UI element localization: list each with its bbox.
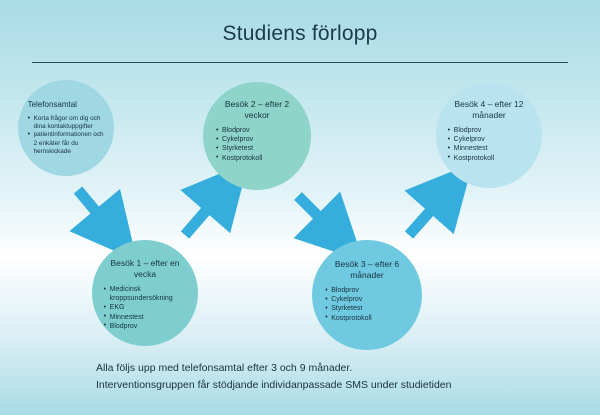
node-besok-4[interactable] — [436, 82, 542, 188]
list-item: • EKG — [104, 303, 187, 312]
node-besok-4-list — [448, 126, 531, 163]
title-divider — [32, 62, 568, 63]
list-item: • Blodprov — [448, 126, 531, 135]
list-item: • Blodprov — [104, 322, 187, 331]
list-item: • Kostprotokoll — [216, 154, 298, 163]
node-telefonsamtal-list — [28, 115, 105, 156]
list-item: • Kostprotokoll — [325, 314, 409, 323]
list-item: • Minnestest — [104, 313, 187, 322]
list-item: • Minnestest — [448, 144, 531, 153]
page-title: Studiens förlopp — [222, 22, 378, 45]
node-besok-1[interactable] — [92, 240, 198, 346]
list-item: • Cykelprov — [448, 135, 531, 144]
list-item: • patientinformationen och 2 enkäter får du hemskickade — [28, 131, 105, 156]
footer-line-2: Interventionsgruppen får stödjande individanpassade SMS under studietiden — [96, 379, 452, 391]
list-item: • Cykelprov — [216, 135, 298, 144]
list-item: • Styrketest — [325, 304, 409, 313]
node-besok-3[interactable] — [312, 240, 422, 350]
arrow-4-to-5 — [409, 191, 448, 235]
list-item: • Cykelprov — [325, 295, 409, 304]
node-besok-1-heading: Besök 1 – efter en vecka — [110, 258, 180, 279]
node-besok-2[interactable] — [203, 82, 311, 190]
node-besok-3-list — [325, 286, 409, 323]
list-item: • Styrketest — [216, 144, 298, 153]
footer-note — [96, 360, 516, 394]
node-telefonsamtal-heading: Telefonsamtal — [27, 100, 77, 109]
footer-line-1: Alla följs upp med telefonsamtal efter 3 och 9 månader. — [96, 362, 353, 374]
node-besok-3-heading: Besök 3 – efter 6 månader — [334, 259, 400, 280]
list-item: • Medicinsk kroppsundersökning — [104, 285, 187, 303]
list-item: • Blodprov — [216, 126, 298, 135]
list-item: • Korta frågor om dig och dina kontaktuppgifter — [28, 115, 105, 131]
node-besok-4-heading: Besök 4 – efter 12 månader — [454, 99, 524, 120]
arrow-2-to-3 — [185, 190, 224, 235]
node-telefonsamtal[interactable] — [18, 80, 114, 176]
list-item: • Kostprotokoll — [448, 154, 531, 163]
node-besok-1-list — [104, 285, 187, 331]
list-item: • Blodprov — [325, 286, 409, 295]
node-besok-2-heading: Besök 2 – efter 2 veckor — [224, 99, 290, 120]
node-besok-2-list — [216, 126, 298, 163]
arrow-3-to-4 — [298, 196, 337, 235]
arrow-1-to-2 — [78, 190, 113, 232]
